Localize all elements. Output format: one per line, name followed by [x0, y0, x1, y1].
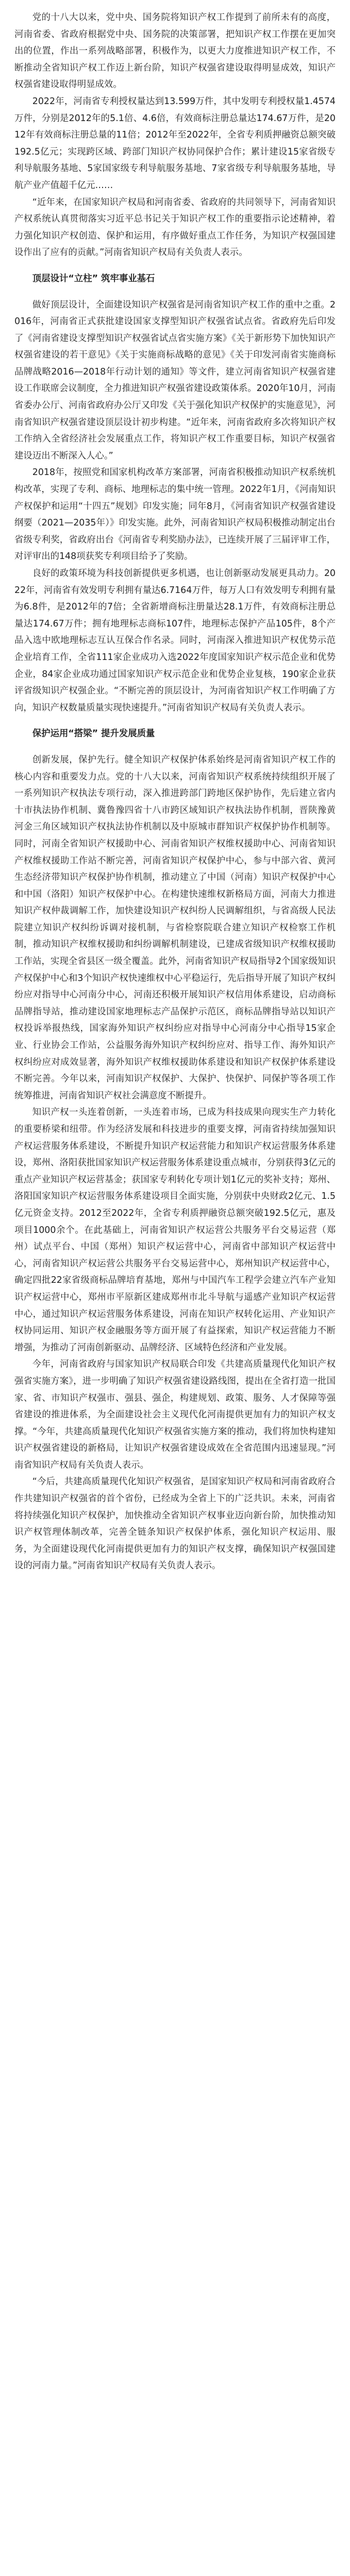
paragraph: 2022年，河南省专利授权量达到13.599万件，其中发明专利授权量1.4574万件，分别是2012年的5.1倍、4.6倍，有效商标注册总量达174.67万件，是2012年有效商标注册总量的11倍；2012年至2022年，全省专利质押融资总额突破192.5亿元；实现跨区域、跨部门知识产权协同保护合作；累计建设15家省级专利导航服务基地、5家国家级专利导航服务基地、7家省级专利导航服务基地，导航产业产值超千亿元……: [14, 96, 336, 191]
paragraph: 2018年，按照党和国家机构改革方案部署，河南省积极推动知识产权系统机构改革，实现了专利、商标、地理标志的集中统一管理。2022年1月，《河南知识产权保护和运用“十四五”规划》印发实施；同年8月，《河南省知识产权强省建设纲要（2021—2035年）》印发实施。此外，河南省知识产权局积极推动制定出台省级专利奖，省政府出台《河南省专利奖励办法》，已连续开展了三届评审工作，对评审出的148项获奖专利项目给予了奖励。: [14, 467, 336, 562]
paragraph: 知识产权一头连着创新，一头连着市场，已成为科技成果向现实生产力转化的重要桥梁和纽带。作为经济发展和科技进步的重要支撑，河南省持续加强知识产权运营服务体系建设，不断提升知识产权运营能力和知识产权运营服务体系建设，郑州、洛阳获批国家知识产权运营服务体系建设重点城市，分别获得3亿元的重点产业知识产权运营基金；获国家专利转化专项计划1亿元的奖补支持；郑州、洛阳国家知识产权运营服务体系建设项目全面实施，分别获中央财政2亿元、1.5亿元资金支持。2012至2022年，全省专利质押融资总额突破192.5亿元，惠及项目1000余个。在此基础上，河南省知识产权运营公共服务平台交易运营（郑州）试点平台、中国（郑州）知识产权运营中心，河南省中部知识产权运营中心，河南省知识产权运营公共服务平台交易运营中心，郑州知识产权运营中心，确定四批22家省级商标品牌培育基地，郑州与中国汽车工程学会建立汽车产业知识产权运营中心，郑州市平原新区建成郑州市北斗导航与遥感产业知识产权运营中心，通过知识产权运营服务体系建设，河南在知识产权转化运用、产业知识产权协同运用、知识产权金融服务等方面开展了有益探索，知识产权运营能力不断增强，为推动了河南创新驱动、品牌经济、区域特色经济和产业发展。: [14, 1107, 336, 1353]
paragraph: 做好顶层设计，全面建设知识产权强省是河南省知识产权工作的重中之重。2016年，河南省正式获批建设国家支撑型知识产权强省试点省。省政府先后印发了《河南省建设支撑型知识产权强省试点省实施方案》《关于新形势下加快知识产权强省建设的若干意见》《关于实施商标战略的意见》《关于印发河南省实施商标品牌战略2016—2018年行动计划的通知》等文件，建立河南省知识产权强省建设工作联席会议制度，全力推进知识产权强省建设政策体系。2020年10月，河南省委办公厅、河南省政府办公厅又印发《关于强化知识产权保护的实施意见》，河南省知识产权强省建设顶层设计初步构建。“近年来，河南省政府多次将知识产权工作纳入全省经济社会发展重点工作，将知识产权工作重要目标，知识产权强省建设迈出不断深入人心。”: [14, 299, 336, 461]
paragraph: “近年来，在国家知识产权局和河南省委、省政府的共同领导下，河南省知识产权系统认真贯彻落实习近平总书记关于知识产权工作的重要指示论述精神，着力强化知识产权创造、保护和运用，有序做好重点工作任务，为知识产权强国建设作出了应有的贡献。”河南省知识产权局有关负责人表示。: [14, 197, 336, 258]
paragraph: 今年，河南省政府与国家知识产权局联合印发《共建高质量现代化知识产权强省实施方案》，进一步明确了知识产权强省建设路线图，提出在全省打造一批国家、省、市知识产权强市、强县、强企，构建规划、政策、服务、人才保障等强省建设的推进体系，为全面建设社会主义现代化河南提供更加有力的知识产权支撑。“今年，共建高质量现代化知识产权强省实施方案的推动，我们将加快构建知识产权强省建设的新格局，让知识产权强省建设成效在全省范围内迅速显现。”河南省知识产权局有关负责人表示。: [14, 1359, 336, 1470]
paragraph: 良好的政策环境为科技创新提供更多机遇，也让创新驱动发展更具动力。2022年，河南省有效发明专利拥有量达6.7164万件，每万人口有效发明专利拥有量为6.8件，是2012年的7倍；全省新增商标注册量达28.1万件，有效商标注册总量达174.67万件；拥有地理标志商标107件，地理标志保护产品105件，8个产品入选中欧地理标志互认互保合作名录。同时，河南深入推进知识产权优势示范企业培育工作，全省111家企业成功入选2022年度国家知识产权示范企业和优势企业，84家企业成功通过国家知识产权示范企业和优势企业复核，190家企业获评省级知识产权强企业。“不断完善的顶层设计，为河南省知识产权工作明确了方向，知识产权数量质量实现快速提升。”河南省知识产权局有关负责人表示。: [14, 568, 336, 713]
section-heading: 保护运用“搭梁” 提升发展质量: [32, 728, 155, 739]
paragraph: “今后，共建高质量现代化知识产权强省，是国家知识产权局和河南省政府合作共建知识产权强省的首个省份，已经成为全省上下的广泛共识。未来，河南省将持续强化知识产权保护，加快推动全省知识产权事业迈向新台阶，加快推动知识产权管理体制改革，完善全链条知识产权保护体系，强化知识产权运用、服务，为全面建设现代化河南提供更加有力的知识产权支撑，确保知识产权强国建设的河南力量。”河南省知识产权局有关负责人表示。: [14, 1477, 336, 1571]
paragraph: 创新发展，保护先行。健全知识产权保护体系始终是河南省知识产权工作的核心内容和重要发力点。党的十八大以来，河南省知识产权系统持续组织开展了一系列知识产权执法专项行动，深入推进跨部门跨地区保护协作，先后建立省内十市执法协作机制、冀鲁豫四省十八市跨区域知识产权执法协作机制，晋陕豫黄河金三角区域知识产权执法协作机制以及中原城市群知识产权保护协作机制等。同时，河南全省知识产权援助中心、河南省知识产权维权援助中心、河南省知识产权维权援助工作站不断完善，河南省知识产权保护中心，参与中部六省、黄河生态经济带知识产权保护协作机制，推动建立了中国（河南）知识产权保护中心和中国（洛阳）知识产权保护中心。在构建快速维权新格局方面，河南大力推进知识产权仲裁调解工作，加快建设知识产权纠纷人民调解组织，与省高级人民法院建立知识产权纠纷诉调对接机制，与省检察院联合建立知识产权检察工作机制，推动知识产权维权援助和纠纷调解机制建设，已建成省级知识产权维权援助工作站，实现全省县区一级全覆盖。此外，河南省知识产权局指导2个国家级知识产权保护中心和3个知识产权快速维权中心平稳运行，先后指导开展了知识产权纠纷应对指导中心河南分中心，河南还积极开展知识产权信用体系建设，启动商标品牌指导站，推动建设国家地理标志产品保护示范区，商标品牌指导站以知识产权投诉举报热线，国家海外知识产权纠纷应对指导中心河南分中心指导15家企业、行业协会工作站，公益服务海外知识产权纠纷应对、指导工作、海外知识产权纠纷应对成效显著，海外知识产权维权援助体系建设和知识产权保护体系建设不断完善。今年以来，河南知识产权保护、大保护、快保护、同保护等各项工作统筹推进，河南省知识产权社会满意度不断提升。: [14, 754, 336, 1101]
paragraph: 党的十八大以来，党中央、国务院将知识产权工作提到了前所未有的高度，河南省委、省政府根据党中央、国务院的决策部署，把知识产权工作摆在更加突出的位置，作出一系列战略部署，积极作为，以更大力度推进知识产权工作，不断推动全省知识产权工作迈上新台阶，知识产权强省建设取得明显成效，知识产权强省建设取得明显成效。: [14, 12, 336, 90]
section-heading: 顶层设计“立柱” 筑牢事业基石: [32, 273, 155, 284]
